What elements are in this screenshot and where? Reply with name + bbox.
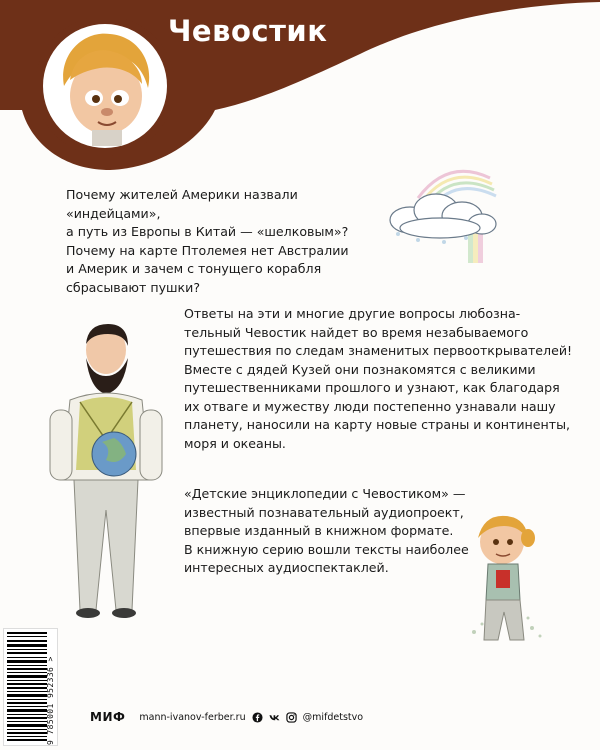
social-handle[interactable]: @mifdetstvo — [302, 711, 364, 723]
series-title: Чевостик — [168, 14, 328, 48]
publisher-website[interactable]: mann-ivanov-ferber.ru — [139, 711, 246, 723]
vk-icon[interactable] — [269, 712, 280, 723]
description-paragraph: Ответы на эти и многие другие вопросы любозна- тельный Чевостик найдет во время незабываемого путешествия по следам знаменитых первооткрывателей! Вместе с дядей Кузей они познакомятся с великими путешественниками прошлого и узнают, как благодаря их отваге и мужеству люди постепенно узнавали нашу планету, наносили на карту новые страны и континенты, моря и океаны. — [184, 306, 573, 451]
facebook-icon[interactable] — [252, 712, 263, 723]
isbn-digits: 9 785001 952336 > — [46, 656, 55, 745]
publisher-logo: МИФ — [90, 710, 126, 724]
chevostik-figure — [462, 508, 552, 648]
series-info-paragraph: «Детские энциклопедии с Чевостиком» — известный познавательный аудиопроект, впервые изданный в книжном формате. В книжную серию вошли тексты наиболее интересных аудиоспектаклей. — [184, 486, 469, 575]
footer — [90, 710, 363, 724]
intro-questions: Почему жителей Америки назвали «индейцами», а путь из Европы в Китай — «шелковым»? Почему на карте Птолемея нет Австралии и Америк и зачем с тонущего корабля сбрасывают пушки? — [66, 187, 349, 295]
instagram-icon[interactable] — [286, 712, 297, 723]
barcode-bars — [7, 632, 47, 742]
chevostik-portrait — [44, 24, 166, 146]
cloud-rainbow-illustration — [378, 158, 508, 268]
uncle-kuzya-illustration — [40, 320, 180, 620]
